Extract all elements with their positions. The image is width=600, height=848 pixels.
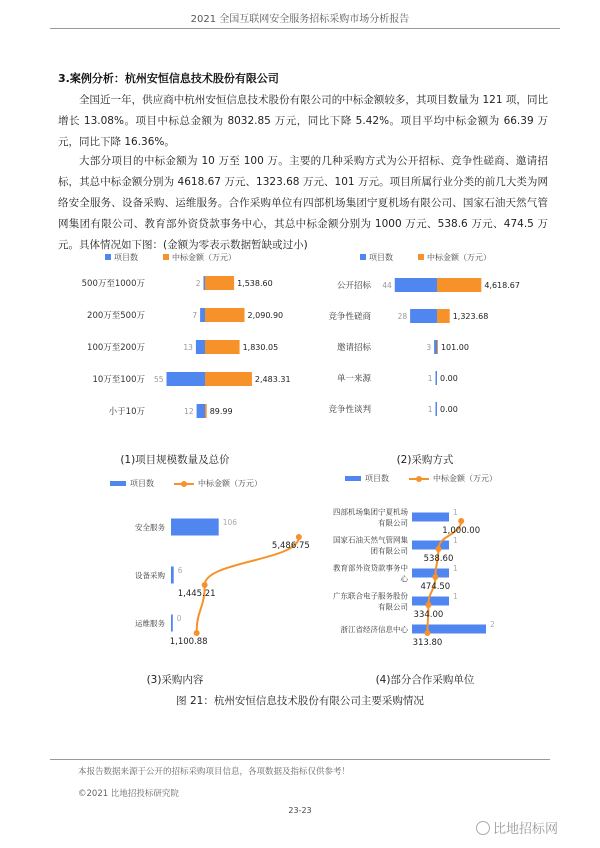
point-amount — [194, 630, 200, 636]
watermark-logo-icon — [476, 821, 490, 835]
data-label-count: 12 — [184, 407, 194, 416]
bar-amount — [205, 372, 252, 386]
bar-count — [412, 513, 449, 522]
bar-count — [171, 519, 219, 536]
point-amount — [202, 582, 208, 588]
category-label: 单一来源 — [336, 374, 371, 384]
paragraph-1: 全国近一年，供应商中杭州安恒信息技术股份有限公司的中标金额较多，其项目数量为 121 项，同比增长 13.08%。项目中标总金额为 8032.85 万元，同比下降 5.42%。项目平均中标金额为 66.39 万元，同比下降 16.36%。 — [58, 94, 548, 148]
chart-partner-units — [300, 470, 545, 650]
category-label: 200万至500万 — [87, 311, 145, 321]
legend-marker-amount — [181, 481, 187, 487]
chart-caption-4: (4)部分合作采购单位 — [375, 674, 475, 686]
data-label-count: 1 — [453, 564, 458, 573]
footer-note: 本报告数据来源于公开的招标采购项目信息，各项数据及指标仅供参考！ — [78, 767, 351, 777]
data-label-count: 1 — [453, 592, 458, 601]
data-label-count: 1 — [427, 405, 433, 414]
legend-label-amount: 中标金额（万元） — [427, 253, 491, 262]
point-amount — [425, 602, 431, 608]
category-label: 教育部外资贷款事务中心 — [333, 563, 408, 584]
category-label: 10万至100万 — [92, 375, 145, 385]
category-label: 公开招标 — [336, 281, 371, 291]
chart-caption-1: (1)项目规模数量及总价 — [120, 454, 230, 466]
data-label-amount: 1,100.88 — [169, 637, 208, 647]
point-amount — [424, 630, 430, 636]
chart-project-scale — [60, 250, 300, 425]
data-label-count: 6 — [177, 566, 183, 575]
data-label-amount: 5,486.75 — [271, 541, 310, 551]
category-label: 国家石油天然气管网集团有限公司 — [333, 535, 408, 556]
data-label-count: 0 — [176, 614, 182, 623]
bar-amount — [437, 309, 450, 323]
legend-label-amount: 中标金额（万元） — [433, 474, 497, 483]
data-label-amount: 89.99 — [209, 407, 233, 416]
category-label: 四部机场集团宁夏机场有限公司 — [333, 507, 408, 528]
bar-count — [395, 278, 437, 292]
data-label-amount: 0.00 — [440, 405, 458, 414]
data-label-amount: 4,618.67 — [484, 281, 520, 290]
paragraph-2: 大部分项目的中标金额为 10 万至 100 万。主要的几种采购方式为公开招标、竞争性磋商、邀请招标，其总中标金额分别为 4618.67 万元、1323.68 万元、101 万元。项目所属行业分类的前几大类为网络安全服务、设备采购、运维服务。合作采购单位有四部机场集团宁夏机场有限公司、国家石油天然气管网集团有限公司、教育部外资贷款事务中心，其总中标金额分别为 1000 万元、538.6 万元、474.5 万元。具体情况如下图：(金额为零表示数据暂缺或过小) — [58, 155, 548, 251]
data-label-amount: 0.00 — [440, 374, 458, 383]
legend-label-count: 项目数 — [365, 474, 389, 483]
footer-divider — [50, 759, 550, 760]
chart-caption-2: (2)采购方式 — [396, 454, 454, 466]
data-label-amount: 334.00 — [413, 610, 444, 620]
bar-count — [200, 308, 205, 322]
data-label-amount: 1,538.60 — [237, 279, 273, 288]
section-heading: 3.案例分析：杭州安恒信息技术股份有限公司 — [58, 72, 279, 85]
data-label-amount: 1,830.05 — [242, 343, 279, 352]
point-amount — [435, 546, 441, 552]
data-label-amount: 101.00 — [440, 343, 469, 352]
category-label: 竞争性磋商 — [328, 312, 371, 322]
bar-count — [412, 625, 486, 634]
data-label-amount: 538.60 — [423, 554, 454, 564]
bar-amount — [205, 276, 234, 290]
category-label: 安全服务 — [135, 523, 165, 532]
data-label-amount: 1,323.68 — [452, 312, 489, 321]
data-label-count: 1 — [453, 536, 458, 545]
legend-label-amount: 中标金额（万元） — [172, 253, 236, 262]
data-label-amount: 1,445.21 — [177, 589, 216, 599]
legend-swatch-count — [105, 254, 111, 260]
header-divider — [50, 28, 560, 29]
data-label-count: 55 — [153, 375, 164, 384]
bar-amount — [437, 340, 438, 354]
category-label: 小于10万 — [108, 407, 145, 417]
bar-amount — [205, 308, 245, 322]
chart-caption-3: (3)采购内容 — [146, 674, 204, 686]
data-label-count: 3 — [426, 343, 432, 352]
bar-count — [197, 404, 205, 418]
watermark — [476, 818, 558, 837]
bar-count — [204, 276, 206, 290]
bar-amount — [205, 340, 240, 354]
category-label: 浙江省经济信息中心 — [340, 625, 408, 634]
bar-count — [167, 372, 206, 386]
data-label-count: 44 — [382, 281, 392, 290]
bar-count — [171, 567, 174, 584]
header-title: 2021 全国互联网安全服务招标采购市场分析报告 — [190, 14, 410, 25]
category-label: 竞争性谈判 — [328, 405, 371, 415]
bar-count — [434, 340, 437, 354]
legend-swatch-amount — [163, 254, 169, 260]
legend-label-amount: 中标金额（万元） — [198, 479, 262, 488]
legend-label-count: 项目数 — [369, 253, 393, 262]
category-label: 500万至1000万 — [81, 279, 145, 289]
data-label-count: 7 — [192, 311, 198, 320]
bar-count — [436, 371, 438, 385]
data-label-count: 2 — [490, 620, 495, 629]
page-number: 23-23 — [288, 806, 312, 815]
bar-amount — [205, 404, 207, 418]
data-label-count: 28 — [397, 312, 408, 321]
category-label: 运维服务 — [135, 619, 165, 628]
footer-copyright: ©2021 比地招投标研究院 — [78, 789, 179, 799]
data-label-count: 13 — [183, 343, 193, 352]
data-label-amount: 1,000.00 — [442, 526, 481, 536]
data-label-count: 1 — [427, 374, 433, 383]
data-label-count: 1 — [453, 508, 458, 517]
category-label: 邀请招标 — [336, 343, 371, 353]
data-label-amount: 313.80 — [412, 638, 443, 648]
bar-count — [171, 615, 173, 632]
category-label: 100万至200万 — [87, 343, 145, 353]
legend-swatch-count — [360, 254, 366, 260]
data-label-count: 2 — [195, 279, 201, 288]
bar-count — [196, 340, 205, 354]
bar-count — [412, 541, 449, 550]
legend-label-count: 项目数 — [130, 479, 154, 488]
figure-caption: 图 21：杭州安恒信息技术股份有限公司主要采购情况 — [176, 695, 424, 707]
legend-swatch-amount — [418, 254, 424, 260]
legend-label-count: 项目数 — [114, 253, 138, 262]
point-amount — [432, 574, 438, 580]
category-label: 设备采购 — [135, 571, 165, 580]
series-line-amount — [197, 537, 299, 633]
bar-count — [410, 309, 437, 323]
point-amount — [458, 518, 464, 524]
category-label: 广东联合电子服务股份有限公司 — [333, 591, 408, 612]
watermark-text: 比地招标网 — [493, 822, 559, 837]
data-label-amount: 2,090.90 — [247, 311, 284, 320]
chart-procurement-method — [300, 250, 545, 425]
data-label-amount: 474.50 — [420, 582, 451, 592]
legend-swatch-count — [345, 476, 361, 481]
bar-count — [436, 402, 438, 416]
data-label-amount: 2,483.31 — [254, 375, 291, 384]
bar-count — [412, 569, 449, 578]
bar-amount — [437, 278, 481, 292]
legend-swatch-count — [110, 481, 126, 486]
data-label-count: 106 — [222, 518, 238, 527]
legend-marker-amount — [416, 476, 422, 482]
chart-procurement-content — [95, 475, 310, 655]
